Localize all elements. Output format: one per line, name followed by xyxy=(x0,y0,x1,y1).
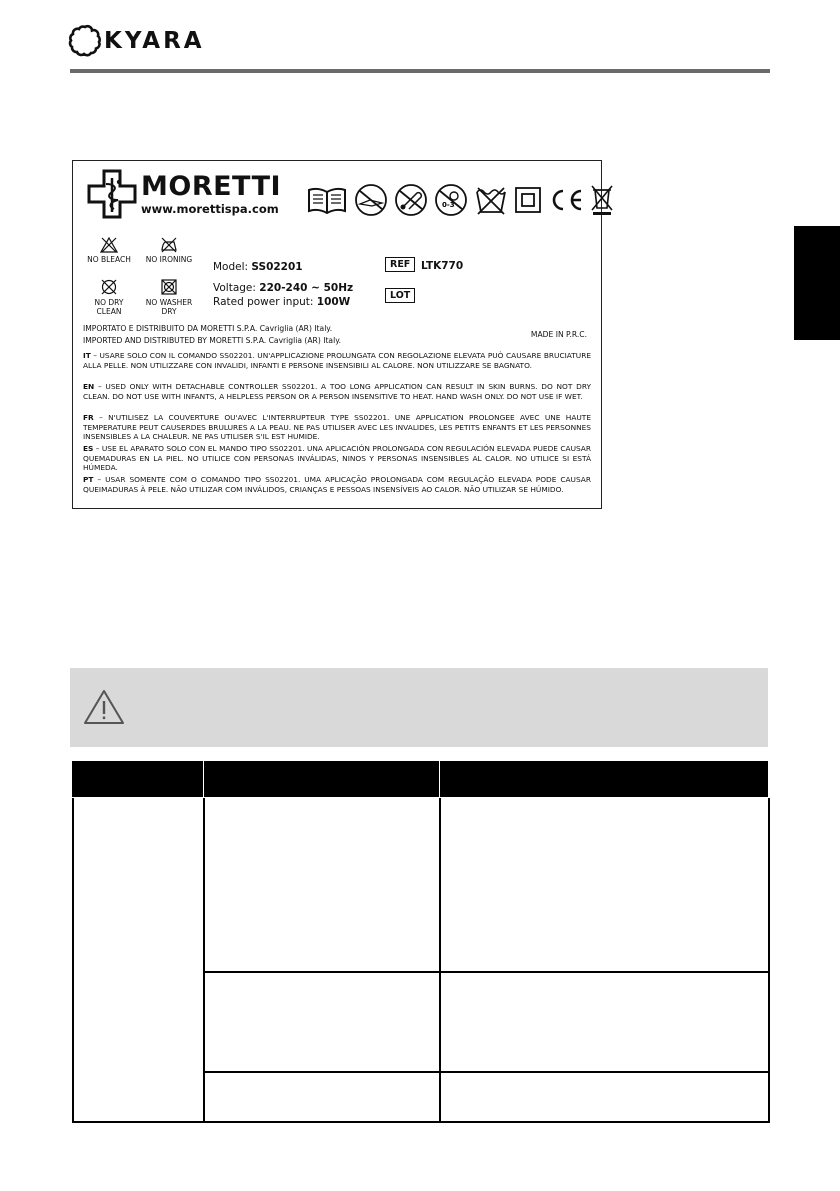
product-label xyxy=(72,160,602,509)
lot-tag: LOT xyxy=(385,288,415,303)
kyara-logo xyxy=(68,24,205,58)
row-divider xyxy=(205,1071,768,1073)
troubleshooting-table xyxy=(72,761,768,1123)
ref-tag: REF xyxy=(385,257,415,272)
import-it: IMPORTATO E DISTRIBUITO DA MORETTI S.P.A. Cavriglia (AR) Italy. xyxy=(83,324,333,333)
warning-text: – USARE SOLO CON IL COMANDO SS02201. UN'APPLICAZIONE PROLUNGATA CON REGOLAZIONE ELEVATA PUÒ CAUSARE BRUCIATURE ALLA PELLE. NON UTILIZZARE CON INVALIDI, INFANTI E PERSONE INSENSIBILI AL CALORE. NON UTILIZZARE SE BAGNATO. xyxy=(83,351,591,370)
warning-fr xyxy=(83,413,591,442)
care-no-dry-clean xyxy=(79,278,139,316)
language-side-tab xyxy=(794,226,840,340)
header-separator xyxy=(439,761,440,797)
weee-bin-icon xyxy=(590,184,614,216)
warning-text: – USAR SOMENTE COM O COMANDO TIPO SS02201. UMA APLICAÇÃO PROLONGADA COM REGULAÇÃO ELEVADA PODE CAUSAR QUEIMADURAS À PELE. NÃO UTILIZAR COM INVÁLIDOS, CRIANÇAS E PESSOAS INSENSÍVEIS AO CALOR. NÃO UTILIZAR SE HÚMIDO. xyxy=(83,475,591,494)
warning-text: – USED ONLY WITH DETACHABLE CONTROLLER SS02201. A TOO LONG APPLICATION CAN RESULT IN SKIN BURNS. DO NOT DRY CLEAN. DO NOT USE WITH INFANTS, A HELPLESS PERSON OR A PERSON INSENSITIVE TO HEAT. HAND WASH ONLY. DO NOT USE IF WET. xyxy=(83,382,591,401)
made-in: MADE IN P.R.C. xyxy=(530,330,587,339)
no-wash-icon xyxy=(474,184,508,216)
power-line xyxy=(213,296,350,308)
no-washer-dry-icon xyxy=(160,278,178,296)
no-ironing-icon xyxy=(160,237,178,253)
lang-code: ES xyxy=(83,444,94,453)
no-pins-icon xyxy=(394,183,428,217)
care-label: DRY xyxy=(161,307,177,316)
warning-es xyxy=(83,444,591,473)
svg-text:0-3: 0-3 xyxy=(442,201,455,209)
model-label: Model: xyxy=(213,261,249,273)
moretti-brand xyxy=(87,169,281,219)
header-divider xyxy=(70,69,770,73)
warning-en xyxy=(83,382,591,401)
brand-website: www.morettispa.com xyxy=(141,201,279,216)
warning-banner xyxy=(70,668,768,747)
no-folding-pin-icon xyxy=(354,183,388,217)
brand-text: KYARA xyxy=(104,28,205,54)
care-label: CLEAN xyxy=(96,307,122,316)
import-en: IMPORTED AND DISTRIBUTED BY MORETTI S.P.A. Cavriglia (AR) Italy. xyxy=(83,336,342,345)
voltage-line xyxy=(213,282,353,294)
lang-code: IT xyxy=(83,351,91,360)
lang-code: FR xyxy=(83,413,94,422)
care-no-washer-dry xyxy=(139,278,199,316)
model-line xyxy=(213,261,303,273)
no-dry-clean-icon xyxy=(100,278,118,296)
no-children-icon xyxy=(434,183,468,217)
care-label: NO DRY xyxy=(94,298,124,307)
ce-mark-icon xyxy=(548,187,584,213)
model-value: SS02201 xyxy=(251,261,303,273)
lang-code: PT xyxy=(83,475,94,484)
row-divider xyxy=(205,971,768,973)
brand-name: MORETTI xyxy=(141,170,282,202)
voltage-label: Voltage: xyxy=(213,282,256,294)
kyara-logo-mark-icon xyxy=(68,24,102,58)
power-value: 100W xyxy=(316,296,351,308)
warning-pt xyxy=(83,475,591,494)
pharmacy-cross-icon xyxy=(87,169,137,219)
certification-symbols xyxy=(306,183,614,217)
lang-code: EN xyxy=(83,382,95,391)
ref-value: LTK770 xyxy=(421,260,464,272)
care-label: NO IRONING xyxy=(145,255,193,264)
care-no-bleach xyxy=(79,237,139,264)
manual-book-icon xyxy=(306,185,348,215)
warning-text: – N'UTILISEZ LA COUVERTURE OU'AVEC L'INTERRUPTEUR TYPE SS02201. UNE APPLICATION PROLONGEE AVEC UNE HAUTE TEMPERATURE PEUT CAUSERDES BRULURES A LA PEAU. NE PAS UTILISER AVEC LES INVALIDES, LES PETITS ENFANTS ET LES PERSONNES INSENSIBLES A LA CHALEUR. NE PAS UTILISER S'IL EST HUMIDE. xyxy=(83,413,591,441)
care-label: NO BLEACH xyxy=(87,255,131,264)
warning-text: – USE EL APARATO SOLO CON EL MANDO TIPO SS02201. UNA APLICACIÓN PROLONGADA CON REGULACIÓN ELEVADA PUEDE CAUSAR QUEMADURAS EN LA PIEL. NO UTILICE CON PERSONAS INVÁLIDAS, NINOS Y PERSONAS INSENSIBLES AL CALOR. NO UTILICE SI ESTÁ HÚMEDA. xyxy=(83,444,591,472)
care-label: NO WASHER xyxy=(145,298,193,307)
warning-triangle-icon xyxy=(82,688,126,726)
voltage-value: 220-240 ~ 50Hz xyxy=(259,282,354,294)
no-bleach-icon xyxy=(100,237,118,253)
table-body xyxy=(72,798,770,1123)
power-label: Rated power input: xyxy=(213,296,314,308)
header-separator xyxy=(203,761,204,797)
class-ii-double-insulation-icon xyxy=(514,186,542,214)
table-header xyxy=(72,761,768,797)
care-no-ironing xyxy=(139,237,199,264)
warning-it xyxy=(83,351,591,370)
